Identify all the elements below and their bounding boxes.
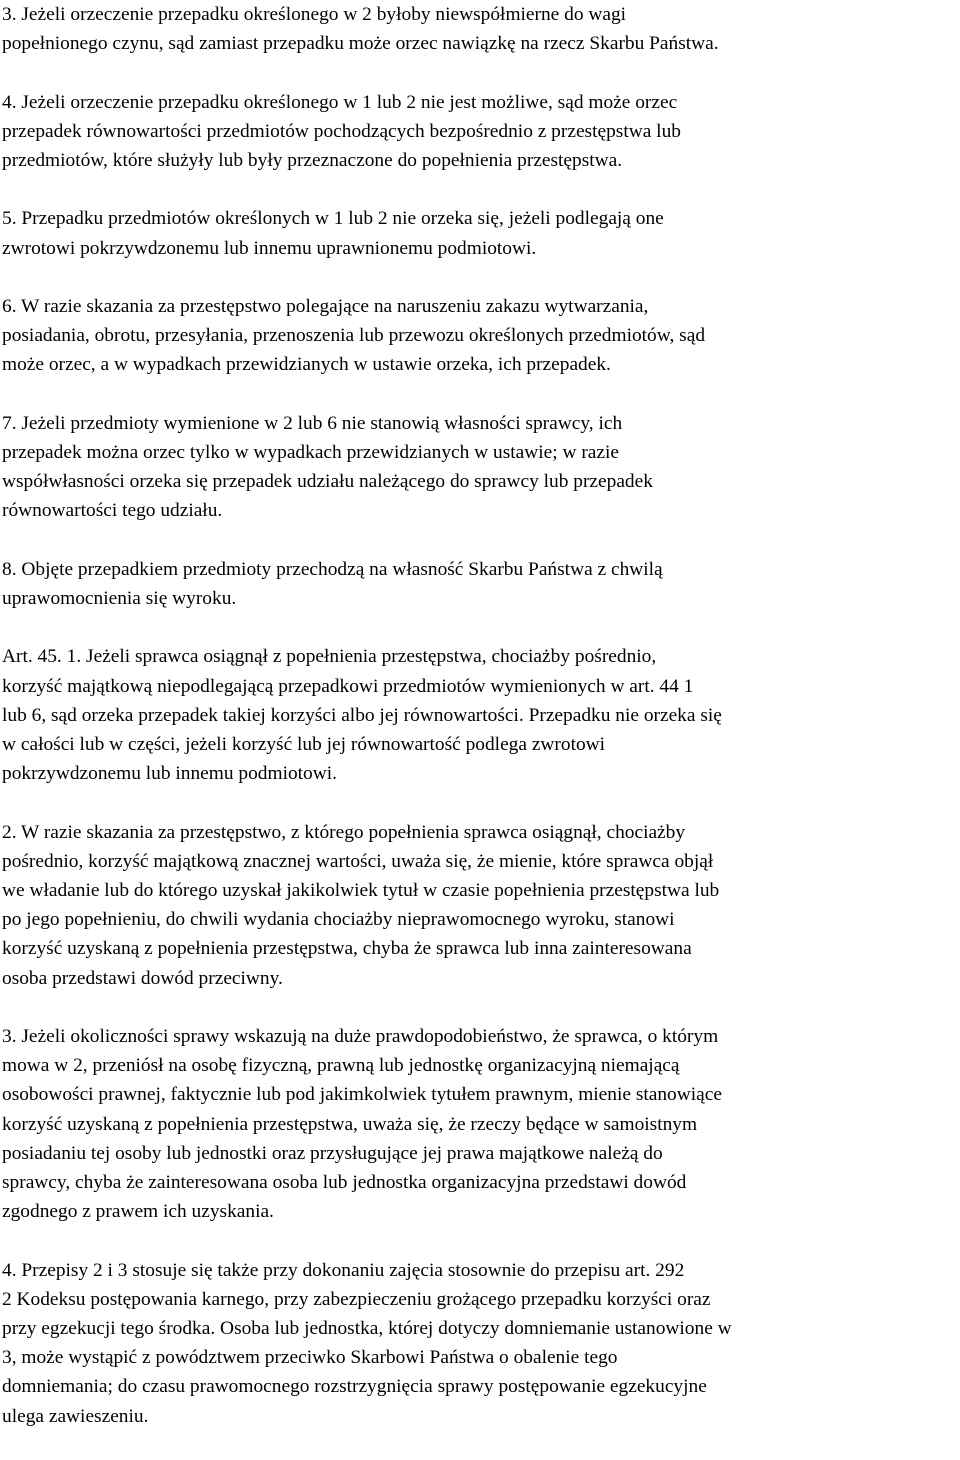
text-line: przepadek równowartości przedmiotów pochodzących bezpośrednio z przestępstwa lub (2, 120, 681, 142)
text-line: popełnionego czynu, sąd zamiast przepadku może orzec nawiązkę na rzecz Skarbu Państwa. (2, 33, 719, 55)
text-line: zgodnego z prawem ich uzyskania. (2, 1201, 274, 1223)
paragraph (2, 1022, 952, 1226)
text-line: przepadek można orzec tylko w wypadkach przewidzianych w ustawie; w razie (2, 441, 619, 463)
text-line: pośrednio, korzyść majątkową znacznej wartości, uważa się, że mienie, które sprawca objął (2, 850, 714, 872)
text-line: domniemania; do czasu prawomocnego rozstrzygnięcia sprawy postępowanie egzekucyjne (2, 1376, 707, 1398)
text-line: równowartości tego udziału. (2, 500, 223, 522)
text-line: Art. 45. 1. Jeżeli sprawca osiągnął z popełnienia przestępstwa, chociażby pośrednio, (2, 646, 657, 668)
paragraph (2, 204, 952, 262)
text-line: 4. Jeżeli orzeczenie przepadku określonego w 1 lub 2 nie jest możliwe, sąd może orzec (2, 91, 678, 113)
text-line: 2. W razie skazania za przestępstwo, z którego popełnienia sprawca osiągnął, chociażby (2, 821, 686, 843)
text-line: 5. Przepadku przedmiotów określonych w 1 lub 2 nie orzeka się, jeżeli podlegają one (2, 208, 664, 230)
text-line: 4. Przepisy 2 i 3 stosuje się także przy dokonaniu zajęcia stosownie do przepisu art. 292 (2, 1259, 685, 1281)
text-line: 3. Jeżeli orzeczenie przepadku określonego w 2 byłoby niewspółmierne do wagi (2, 4, 627, 25)
text-line: lub 6, sąd orzeka przepadek takiej korzyści albo jej równowartości. Przepadku nie orzeka się (2, 704, 722, 726)
text-line: ulega zawieszeniu. (2, 1405, 149, 1427)
document-page (2, 0, 952, 1460)
text-line: 3. Jeżeli okoliczności sprawy wskazują na duże prawdopodobieństwo, że sprawca, o którym (2, 1025, 719, 1047)
text-line: posiadania, obrotu, przesyłania, przenoszenia lub przewozu określonych przedmiotów, sąd (2, 325, 706, 347)
text-line: przedmiotów, które służyły lub były przeznaczone do popełnienia przestępstwa. (2, 150, 623, 171)
text-line: korzyść uzyskaną z popełnienia przestępstwa, chyba że sprawca lub inna zainteresowana (2, 938, 692, 960)
paragraph (2, 0, 952, 58)
text-line: uprawomocnienia się wyroku. (2, 587, 237, 609)
paragraph (2, 555, 952, 613)
text-line: po jego popełnieniu, do chwili wydania chociażby nieprawomocnego wyroku, stanowi (2, 909, 675, 931)
text-line: osoba przedstawi dowód przeciwny. (2, 967, 283, 989)
text-line: 2 Kodeksu postępowania karnego, przy zabezpieczeniu grożącego przepadku korzyści oraz (2, 1288, 711, 1310)
paragraph (2, 292, 952, 380)
paragraph (2, 818, 952, 993)
text-line: 8. Objęte przepadkiem przedmioty przechodzą na własność Skarbu Państwa z chwilą (2, 558, 663, 580)
paragraph (2, 1256, 952, 1431)
text-line: posiadaniu tej osoby lub jednostki oraz przysługujące jej prawa majątkowe należą do (2, 1142, 663, 1164)
text-line: 7. Jeżeli przedmioty wymienione w 2 lub 6 nie stanowią własności sprawcy, ich (2, 412, 623, 434)
text-line: sprawcy, chyba że zainteresowana osoba lub jednostka organizacyjna przedstawi dowód (2, 1172, 687, 1193)
text-line: we władanie lub do którego uzyskał jakikolwiek tytuł w czasie popełnienia przestępstwa lub (2, 879, 720, 901)
paragraph (2, 409, 952, 526)
text-line: współwłasności orzeka się przepadek udziału należącego do sprawcy lub przepadek (2, 471, 653, 493)
text-line: korzyść uzyskaną z popełnienia przestępstwa, uważa się, że rzeczy będące w samoistnym (2, 1113, 698, 1135)
text-line: 3, może wystąpić z powództwem przeciwko Skarbowi Państwa o obalenie tego (2, 1347, 618, 1369)
text-line: osobowości prawnej, faktycznie lub pod jakimkolwiek tytułem prawnym, mienie stanowiące (2, 1084, 722, 1106)
paragraph (2, 642, 952, 788)
text-line: przy egzekucji tego środka. Osoba lub jednostka, której dotyczy domniemanie ustanowione w (2, 1318, 732, 1339)
text-line: w całości lub w części, jeżeli korzyść lub jej równowartość podlega zwrotowi (2, 733, 606, 755)
text-line: zwrotowi pokrzywdzonemu lub innemu uprawnionemu podmiotowi. (2, 237, 537, 259)
text-line: pokrzywdzonemu lub innemu podmiotowi. (2, 763, 337, 785)
paragraph (2, 88, 952, 176)
text-line: może orzec, a w wypadkach przewidzianych w ustawie orzeka, ich przepadek. (2, 354, 611, 376)
text-line: mowa w 2, przeniósł na osobę fizyczną, prawną lub jednostkę organizacyjną niemającą (2, 1055, 680, 1077)
text-line: korzyść majątkową niepodlegającą przepadkowi przedmiotów wymienionych w art. 44 1 (2, 675, 694, 697)
text-line: 6. W razie skazania za przestępstwo polegające na naruszeniu zakazu wytwarzania, (2, 295, 649, 317)
